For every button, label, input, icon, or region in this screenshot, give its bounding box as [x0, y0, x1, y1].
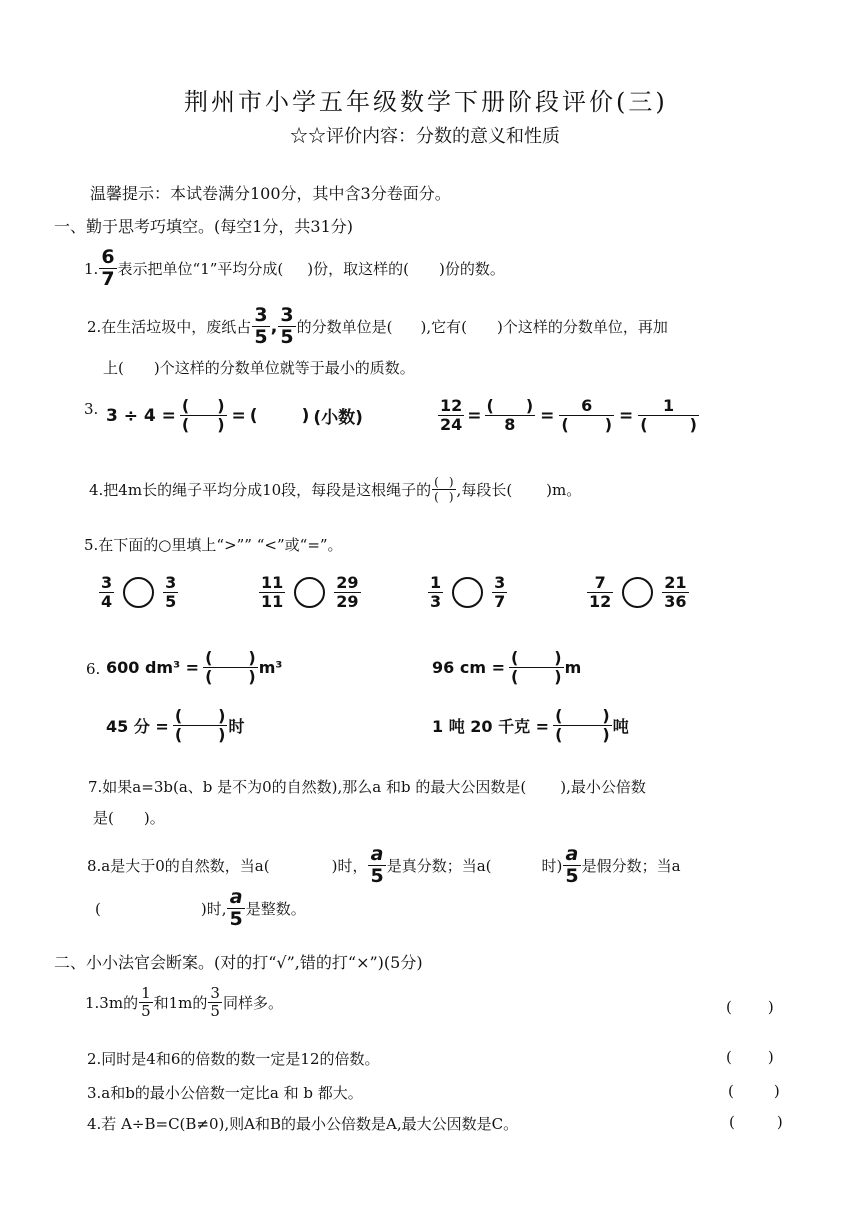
fraction-denominator: 5: [254, 326, 268, 348]
q2-line2-a: 上(: [103, 359, 124, 377]
q8-text-a: 8.a是大于0的自然数，当a(: [87, 857, 270, 875]
compare-circle[interactable]: [294, 577, 325, 608]
q4-text-c: )m。: [546, 481, 582, 499]
fraction-numerator: 3: [101, 573, 113, 592]
fraction-numerator: 3: [210, 984, 220, 1002]
judge-answer-3[interactable]: [728, 1082, 780, 1100]
judge-1-text-b: 和1m的: [153, 994, 208, 1012]
paren-open: (: [726, 998, 732, 1016]
compare-circle[interactable]: [123, 577, 154, 608]
fraction-denominator: 29: [336, 592, 359, 611]
paren-close: ): [218, 725, 226, 744]
paren-open: (: [510, 648, 519, 667]
equals-sign: =: [619, 405, 634, 426]
q3-fraction-over-8[interactable]: [485, 398, 536, 433]
paren-close: ): [248, 648, 256, 667]
q6-a-unit: m³: [258, 658, 283, 677]
fraction-numerator: 12: [440, 396, 463, 415]
q3-blank-fraction[interactable]: [180, 398, 227, 433]
q1-text-a: 表示把单位“1”平均分成(: [117, 260, 284, 278]
paren-open: (: [434, 490, 439, 504]
q6-a-left: 600 dm³ =: [106, 658, 200, 677]
q8-text-b: )时，: [331, 857, 368, 875]
paren-open: (: [434, 475, 439, 489]
paren-open: (: [510, 667, 519, 686]
q3-number: 3.: [84, 400, 99, 418]
q3-fraction-6-over-blank[interactable]: [559, 398, 614, 433]
q8-line2-c: 是整数。: [245, 900, 306, 918]
paren-close: ): [301, 405, 310, 426]
section-2-heading: 二、小小法官会断案。(对的打“√”,错的打“×”)(5分): [54, 953, 423, 972]
fraction-denominator: 5: [165, 592, 177, 611]
q6-c-unit: 时: [228, 717, 245, 736]
fraction-denominator: 5: [210, 1002, 220, 1020]
paren-close: ): [554, 667, 562, 686]
paren-open: (: [555, 725, 563, 744]
q6-conversion-tons: [432, 708, 629, 743]
paren-close: ): [448, 490, 454, 504]
paren-close: ): [248, 667, 256, 686]
compare-circle[interactable]: [452, 577, 483, 608]
fraction-numerator: 3: [280, 304, 294, 326]
fraction-separator: ,: [270, 316, 278, 337]
fraction-numerator: 1: [141, 984, 151, 1002]
equals-sign: =: [540, 405, 555, 426]
fraction-numerator: 6: [559, 398, 614, 416]
q6-d-blank-fraction[interactable]: [553, 708, 612, 743]
page-subtitle: ☆☆评价内容：分数的意义和性质: [290, 126, 560, 147]
fraction-3-5-a: [252, 306, 269, 347]
paren-close: ): [554, 648, 562, 667]
q6-d-left: 1 吨 20 千克 =: [432, 717, 550, 736]
q4-blank-fraction[interactable]: [432, 476, 455, 503]
paren-open: (: [174, 706, 183, 725]
paren-close: ): [448, 475, 454, 489]
judge-answer-4[interactable]: [729, 1113, 783, 1131]
paren-close: ): [604, 415, 613, 434]
question-1-2-line-2: [103, 357, 415, 378]
q1-text-b: )份，取这样的(: [307, 260, 409, 278]
fraction-numerator: 6: [101, 246, 115, 268]
q6-b-blank-fraction[interactable]: [509, 650, 564, 685]
fraction-a-5: [368, 845, 385, 886]
paren-open: (: [205, 648, 213, 667]
question-1-8: [87, 845, 681, 886]
fraction-numerator: 21: [664, 573, 687, 592]
fraction-denominator: 8: [504, 415, 516, 434]
q2-text-a: 2.在生活垃圾中，废纸占: [87, 318, 252, 336]
paren-close: ): [767, 1048, 774, 1066]
fraction-numerator: 11: [261, 573, 284, 592]
q2-line2-b: )个这样的分数单位就等于最小的质数。: [153, 359, 415, 377]
fraction-12-24: [438, 398, 464, 433]
fraction-denominator: 5: [370, 865, 384, 887]
judge-answer-2[interactable]: [726, 1048, 774, 1066]
q6-b-unit: m: [564, 658, 582, 677]
fraction-numerator: a: [368, 845, 385, 866]
q6-c-left: 45 分 =: [106, 717, 169, 736]
q2-text-c: ),它有(: [420, 318, 467, 336]
fraction-numerator: a: [227, 888, 244, 909]
paren-open: (: [181, 415, 190, 434]
q1-text-c: )份的数。: [439, 260, 505, 278]
q8-line2-b: )时,: [200, 900, 227, 918]
q3-decimal-note: (小数): [313, 408, 363, 428]
q6-conversion-dm3: [106, 650, 282, 685]
q6-a-blank-fraction[interactable]: [203, 650, 258, 685]
fraction-denominator: 5: [565, 865, 579, 887]
fraction-numerator: 1: [638, 398, 699, 416]
q6-conversion-minutes: [106, 708, 244, 743]
q5-compare-2: [258, 575, 362, 610]
fraction-denominator: 12: [589, 592, 612, 611]
paren-open: (: [486, 396, 494, 415]
question-1-2: [87, 306, 668, 347]
paren-open: (: [555, 706, 563, 725]
paren-close: ): [217, 415, 225, 434]
q6-number: 6.: [86, 660, 101, 678]
paren-open: (: [174, 725, 183, 744]
fraction-numerator: 3: [165, 573, 177, 592]
q7-line1: 7.如果a=3b(a、b 是不为0的自然数),那么a 和b 的最大公因数是(: [88, 778, 527, 796]
q8-text-e: 是假分数；当a: [581, 857, 681, 875]
fraction-3-5-b: [278, 306, 295, 347]
question-1-8-line-2: [95, 888, 306, 929]
q6-conversion-cm: [432, 650, 581, 685]
question-1-7-line-2: [93, 807, 165, 828]
fraction-denominator: 36: [664, 592, 687, 611]
question-1-1: [84, 248, 505, 289]
judge-item-2: 2.同时是4和6的倍数的数一定是12的倍数。: [87, 1050, 380, 1068]
fraction-denominator: 24: [440, 415, 463, 434]
q3-division-expression: 3 ÷ 4 =: [106, 405, 176, 426]
question-1-7: [88, 776, 646, 797]
fraction-denominator: 11: [261, 592, 284, 611]
q2-text-b: 的分数单位是(: [296, 318, 393, 336]
q4-text-b: ,每段长(: [456, 481, 513, 499]
paren-open: (: [205, 667, 213, 686]
equals-sign: =: [467, 405, 482, 426]
fraction-denominator: 7: [101, 268, 115, 290]
fraction-a-5: [227, 888, 244, 929]
question-1-4: [89, 476, 581, 503]
compare-circle[interactable]: [622, 577, 653, 608]
fraction-denominator: 5: [141, 1002, 151, 1020]
fraction-1-5: [139, 986, 153, 1019]
q7-line2-b: )。: [143, 809, 165, 827]
q6-c-blank-fraction[interactable]: [173, 708, 228, 743]
paren-open: (: [561, 415, 569, 434]
q3-fraction-1-over-blank[interactable]: [638, 398, 699, 433]
paren-close: ): [773, 1082, 780, 1100]
judge-item-3: 3.a和b的最小公倍数一定比a 和 b 都大。: [87, 1084, 363, 1102]
fraction-numerator: 3: [254, 304, 268, 326]
fraction-denominator: 3: [430, 592, 442, 611]
fraction-denominator: 7: [494, 592, 506, 611]
fraction-numerator: 3: [494, 573, 506, 592]
judge-answer-1[interactable]: [726, 998, 774, 1016]
q1-number: 1.: [84, 259, 99, 278]
question-1-5-instruction: 5.在下面的○里填上“>”” “<”或“=”。: [84, 536, 343, 554]
q2-text-d: )个这样的分数单位，再加: [496, 318, 668, 336]
paren-open: (: [728, 1082, 734, 1100]
paren-open: (: [640, 415, 648, 434]
section-1-heading: 一、勤于思考巧填空。(每空1分，共31分): [54, 217, 354, 236]
fraction-numerator: 29: [336, 573, 359, 592]
q5-compare-4: [586, 575, 690, 610]
q7-line1-b: ),最小公倍数: [560, 778, 646, 796]
fraction-denominator: 4: [101, 592, 113, 611]
paren-close: ): [217, 396, 225, 415]
fraction-denominator: 5: [280, 326, 294, 348]
question-1-3-right: [437, 398, 700, 433]
q5-compare-1: [98, 575, 179, 610]
q8-line2-a: (: [95, 899, 101, 918]
q6-d-unit: 吨: [612, 717, 629, 736]
notice-text: 温馨提示：本试卷满分100分，其中含3分卷面分。: [90, 184, 451, 203]
fraction-3-5: [208, 986, 222, 1019]
fraction-a-5: [563, 845, 580, 886]
paren-close: ): [602, 706, 610, 725]
paren-open: (: [249, 405, 258, 426]
q5-compare-3: [427, 575, 508, 610]
question-1-3-left: [106, 398, 363, 433]
q6-b-left: 96 cm =: [432, 658, 505, 677]
fraction-numerator: 1: [430, 573, 442, 592]
paren-open: (: [181, 396, 190, 415]
fraction-numerator: a: [563, 845, 580, 866]
fraction-denominator: 5: [229, 908, 243, 930]
judge-1-text-c: 同样多。: [222, 994, 283, 1012]
judge-item-1: [85, 986, 283, 1019]
fraction-numerator: 7: [587, 575, 613, 593]
paren-close: ): [767, 998, 774, 1016]
paren-close: ): [689, 415, 697, 434]
q8-text-c: 是真分数；当a(: [386, 857, 492, 875]
paren-close: ): [776, 1113, 783, 1131]
paren-open: (: [729, 1113, 735, 1131]
page-title: 荆州市小学五年级数学下册阶段评价(三): [184, 88, 668, 116]
paren-close: ): [525, 396, 534, 415]
judge-item-4: 4.若 A÷B=C(B≠0),则A和B的最小公倍数是A,最大公因数是C。: [87, 1115, 519, 1133]
paren-open: (: [726, 1048, 732, 1066]
equals-sign: =: [231, 405, 246, 426]
fraction-6-7: [99, 248, 116, 289]
q7-line2: 是(: [93, 809, 114, 827]
paren-close: ): [602, 725, 610, 744]
q8-text-d: 时): [541, 857, 563, 875]
paren-close: ): [218, 706, 226, 725]
judge-1-text-a: 1.3m的: [85, 994, 139, 1012]
q4-text-a: 4.把4m长的绳子平均分成10段，每段是这根绳子的: [89, 481, 432, 499]
